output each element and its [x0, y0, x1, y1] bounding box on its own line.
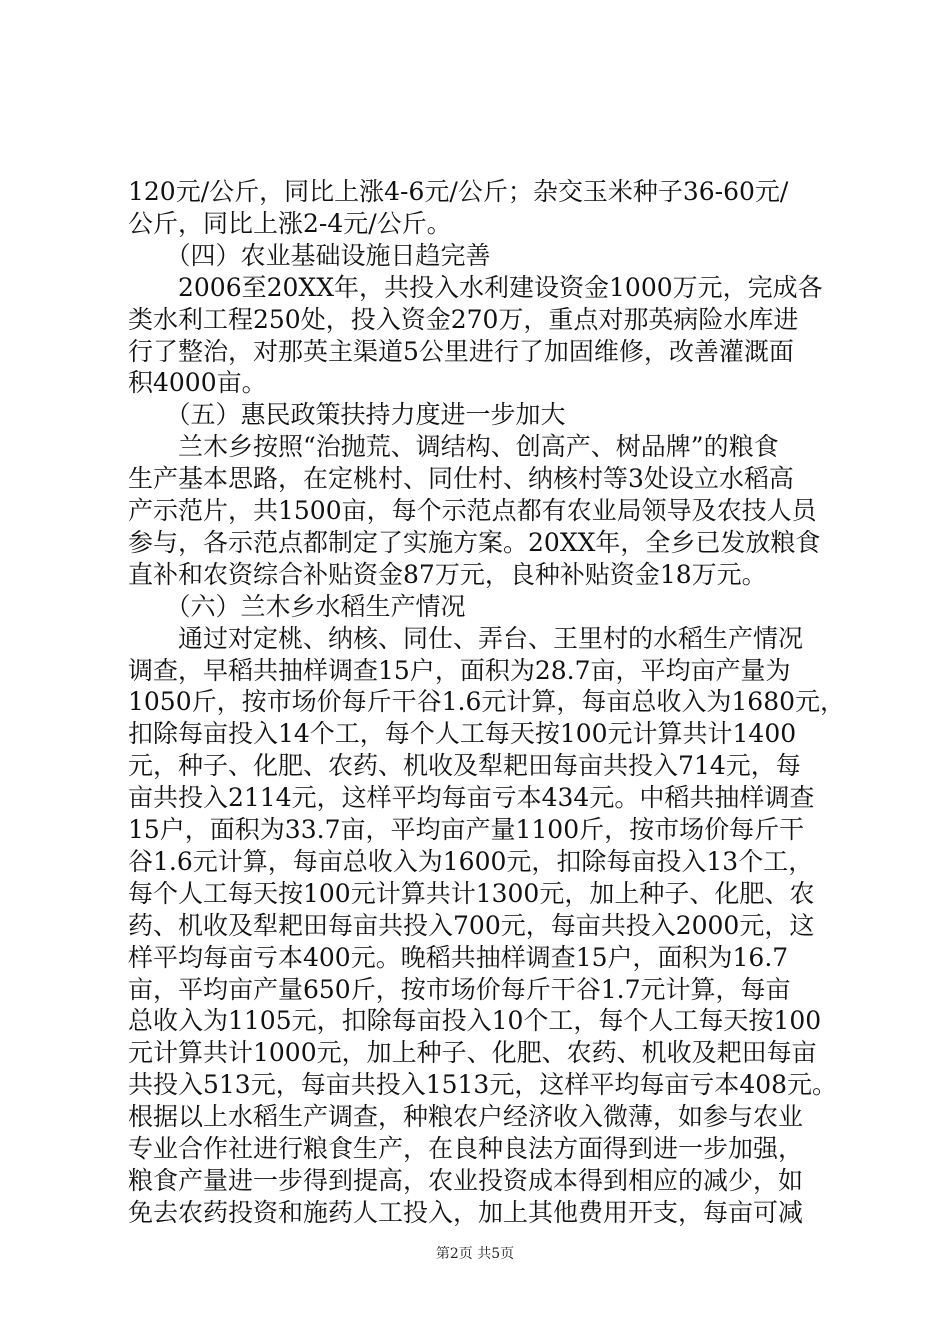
text-line: 亩共投入2114元，这样平均每亩亏本434元。中稻共抽样调查 [128, 783, 815, 813]
text-line: 类水利工程250处，投入资金270万，重点对那英病险水库进 [128, 304, 799, 334]
text-line: 积4000亩。 [128, 368, 267, 398]
text-line: 药、机收及犁耙田每亩共投入700元，每亩共投入2000元，这 [128, 910, 815, 940]
text-line: 2006至20XX年，共投入水利建设资金1000万元，完成各 [128, 272, 823, 302]
text-line: 粮食产量进一步得到提高，农业投资成本得到相应的减少，如 [128, 1165, 804, 1195]
text-line: 1050斤，按市场价每斤干谷1.6元计算，每亩总收入为1680元， [128, 687, 846, 717]
text-line: 扣除每亩投入14个工，每个人工每天按100元计算共计1400 [128, 719, 797, 749]
text-line: 谷1.6元计算，每亩总收入为1600元，扣除每亩投入13个工， [128, 846, 814, 876]
text-line: 每个人工每天按100元计算共计1300元，加上种子、化肥、农 [128, 878, 815, 908]
text-line: 共投入513元，每亩共投入1513元，这样平均每亩亏本408元。 [128, 1070, 838, 1100]
text-line: 公斤，同比上涨2-4元/公斤。 [128, 208, 452, 238]
section-heading: （四）农业基础设施日趋完善 [128, 240, 491, 270]
text-line: 通过对定桃、纳核、同仕、弄台、王里村的水稻生产情况 [128, 623, 804, 653]
text-line: 样平均每亩亏本400元。晚稻共抽样调查15户，面积为16.7 [128, 942, 789, 972]
text-line: 亩，平均亩产量650斤，按市场价每斤干谷1.7元计算，每亩 [128, 974, 791, 1004]
text-line: 参与，各示范点都制定了实施方案。20XX年，全乡已发放粮食 [128, 527, 821, 557]
text-line: 元，种子、化肥、农药、机收及犁耙田每亩共投入714元，每 [128, 751, 801, 781]
text-line: 15户，面积为33.7亩，平均亩产量1100斤，按市场价每斤干 [128, 815, 805, 844]
section-heading: （五）惠民政策扶持力度进一步加大 [128, 400, 566, 430]
text-line: 生产基本思路，在定桃村、同仕村、纳核村等3处设立水稻高 [128, 464, 794, 494]
text-line: 直补和农资综合补贴资金87万元，良种补贴资金18万元。 [128, 559, 767, 589]
text-line: 专业合作社进行粮食生产，在良种良法方面得到进一步加强， [128, 1134, 804, 1163]
text-line: 元计算共计1000元，加上种子、化肥、农药、机收及耙田每亩 [128, 1038, 817, 1068]
text-line: 总收入为1105元，扣除每亩投入10个工，每个人工每天按100 [128, 1006, 822, 1036]
text-line: 产示范片，共1500亩，每个示范点都有农业局领导及农技人员 [128, 496, 817, 525]
text-line: 兰木乡按照“治抛荒、调结构、创高产、树品牌”的粮食 [128, 432, 779, 462]
page-number-footer: 第2页 共5页 [435, 1246, 515, 1262]
text-line: 120元/公斤，同比上涨4-6元/公斤；杂交玉米种子36-60元/ [128, 177, 789, 206]
text-line: 根据以上水稻生产调查，种粮农户经济收入微薄，如参与农业 [128, 1102, 804, 1132]
section-heading: （六）兰木乡水稻生产情况 [128, 591, 466, 621]
text-line: 调查，早稻共抽样调查15户，面积为28.7亩，平均亩产量为 [128, 655, 791, 685]
text-line-last: 免去农药投资和施药人工投入，加上其他费用开支，每亩可减 [128, 1197, 804, 1227]
text-line: 行了整治，对那英主渠道5公里进行了加固维修，改善灌溉面 [128, 336, 794, 366]
